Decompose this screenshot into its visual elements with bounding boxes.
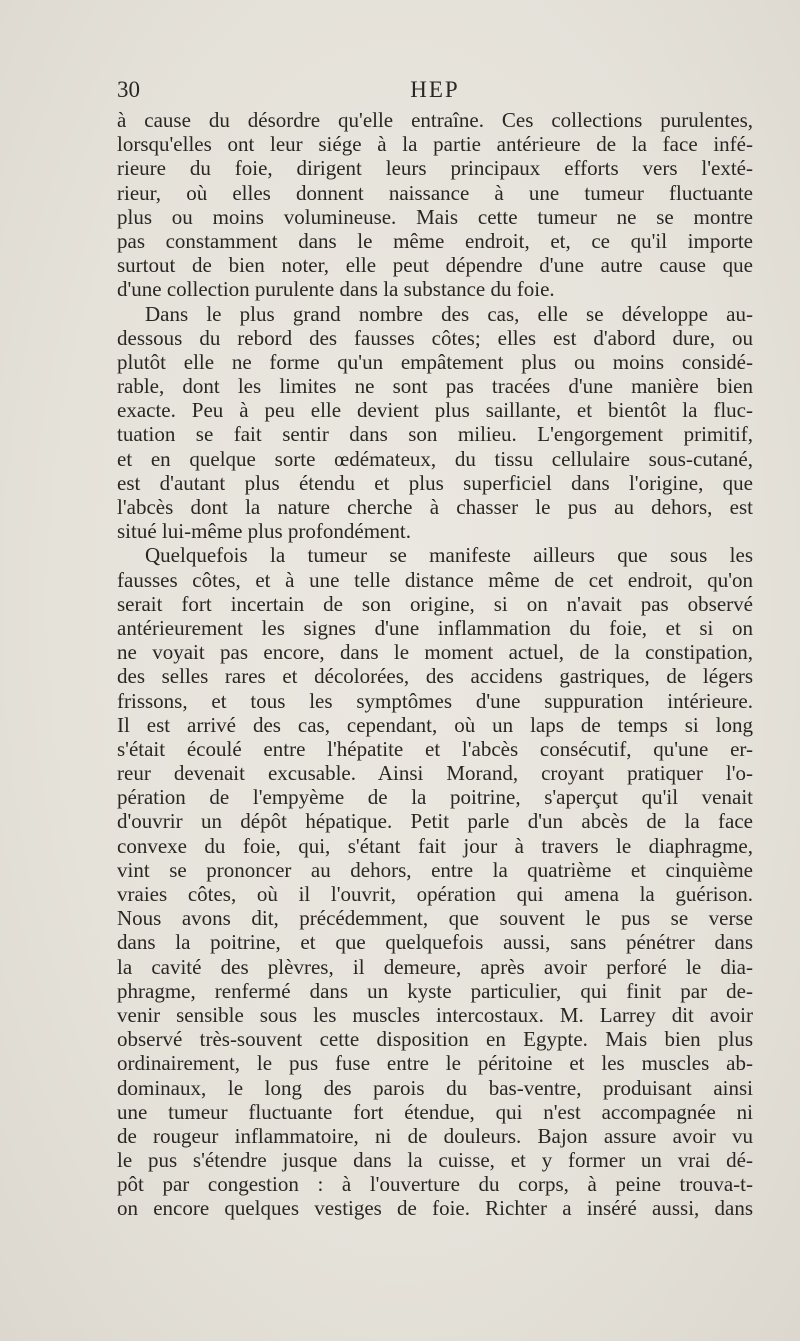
text-line: venir sensible sous les muscles intercostaux. M. Larrey dit avoir (117, 1002, 753, 1027)
text-line: plutôt elle ne forme qu'un empâtement plus ou moins considé- (117, 349, 753, 374)
text-line: pération de l'empyème de la poitrine, s'aperçut qu'il venait (117, 785, 753, 810)
text-line: surtout de bien noter, elle peut dépendre d'une autre cause que (117, 253, 753, 278)
text-line: Nous avons dit, précédemment, que souvent le pus se verse (117, 906, 753, 931)
text-line: l'abcès dont la nature cherche à chasser le pus au dehors, est (117, 495, 753, 519)
text-line: dominaux, le long des parois du bas-ventre, produisant ainsi (117, 1075, 753, 1100)
text-line: lorsqu'elles ont leur siége à la partie antérieure de la face infé- (117, 132, 753, 157)
text-line: Quelquefois la tumeur se manifeste ailleurs que sous les (145, 543, 753, 568)
text-line: exacte. Peu à peu elle devient plus saillante, et bientôt la fluc- (117, 398, 753, 423)
text-line: tuation se fait sentir dans son milieu. L'engorgement primitif, (117, 422, 753, 447)
text-line: d'ouvrir un dépôt hépatique. Petit parle d'un abcès de la face (117, 809, 753, 834)
text-line: plus ou moins volumineuse. Mais cette tumeur ne se montre (117, 204, 753, 229)
text-line: pôt par congestion : à l'ouverture du corps, à peine trouva-t- (117, 1172, 753, 1197)
text-line: convexe du foie, qui, s'étant fait jour à travers le diaphragme, (117, 833, 753, 858)
text-line: dans la poitrine, et que quelquefois aussi, sans pénétrer dans (117, 930, 753, 955)
text-line: et en quelque sorte œdémateux, du tissu cellulaire sous-cutané, (117, 446, 753, 471)
text-line: on encore quelques vestiges de foie. Richter a inséré aussi, dans (117, 1196, 753, 1221)
text-line: ordinairement, le pus fuse entre le péritoine et les muscles ab- (117, 1051, 753, 1076)
text-line: reur devenait excusable. Ainsi Morand, croyant pratiquer l'o- (117, 761, 753, 786)
text-line: fausses côtes, et à une telle distance même de cet endroit, qu'on (117, 567, 753, 592)
text-line: la cavité des plèvres, il demeure, après avoir perforé le dia- (117, 954, 753, 979)
text-line: frissons, et tous les symptômes d'une suppuration intérieure. (117, 688, 753, 713)
text-line: le pus s'étendre jusque dans la cuisse, et y former un vrai dé- (117, 1148, 753, 1173)
text-line: ne voyait pas encore, dans le moment actuel, de la constipation, (117, 640, 753, 665)
text-line: vraies côtes, où il l'ouvrit, opération qui amena la guérison. (117, 882, 753, 906)
running-head (117, 76, 753, 104)
text-line: rable, dont les limites ne sont pas tracées d'une manière bien (117, 374, 753, 399)
running-title: HEP (410, 77, 460, 102)
text-line: à cause du désordre qu'elle entraîne. Ces collections purulentes, (117, 108, 753, 132)
text-line: de rougeur inflammatoire, ni de douleurs. Bajon assure avoir vu (117, 1123, 753, 1148)
text-line: vint se prononcer au dehors, entre la quatrième et cinquième (117, 857, 753, 882)
text-line: est d'autant plus étendu et plus superficiel dans l'origine, que (117, 470, 753, 495)
page-number: 30 (117, 77, 140, 102)
text-line: phragme, renfermé dans un kyste particulier, qui finit par de- (117, 978, 753, 1003)
text-line: serait fort incertain de son origine, si on n'avait pas observé (117, 591, 753, 616)
text-line: rieure du foie, dirigent leurs principaux efforts vers l'exté- (117, 156, 753, 181)
text-line: d'une collection purulente dans la substance du foie. (117, 277, 555, 302)
text-line: observé très-souvent cette disposition en Egypte. Mais bien plus (117, 1027, 753, 1052)
text-line: des selles rares et décolorées, des accidens gastriques, de légers (117, 664, 753, 689)
text-line: Il est arrivé des cas, cependant, où un laps de temps si long (117, 712, 753, 737)
text-line: s'était écoulé entre l'hépatite et l'abcès consécutif, qu'une er- (117, 736, 753, 761)
text-line: pas constamment dans le même endroit, et, ce qu'il importe (117, 228, 753, 253)
text-line: rieur, où elles donnent naissance à une tumeur fluctuante (117, 180, 753, 205)
text-line: une tumeur fluctuante fort étendue, qui n'est accompagnée ni (117, 1099, 753, 1124)
text-line: situé lui-même plus profondément. (117, 519, 411, 544)
text-line: Dans le plus grand nombre des cas, elle se développe au- (145, 301, 753, 326)
body-text (117, 108, 753, 1221)
text-line: antérieurement les signes d'une inflammation du foie, et si on (117, 615, 753, 640)
text-line: dessous du rebord des fausses côtes; elles est d'abord dure, ou (117, 325, 753, 350)
